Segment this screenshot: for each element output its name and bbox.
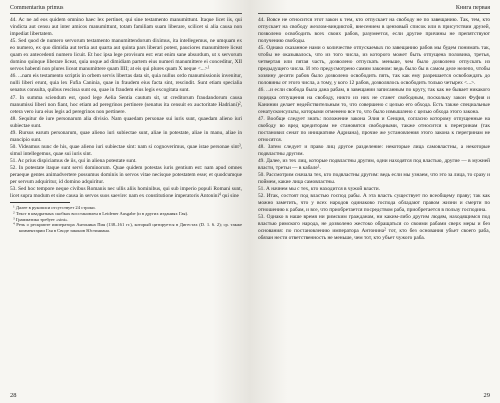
paragraph: 53. Sed hoc tempore neque civibus Romanis nec ullis aliis hominibus, qui sub imperio populi Romani sunt, licet supra modum et sine causa in servos suos saevire: nam ex constitutione imperatoris Antonini$^4$ qui sine <box>10 186 242 200</box>
paragraph: 51. А начнем мы с тех, кто находится в чужой власти. <box>258 186 380 193</box>
paragraph: 44. Вовсе не относится этот закон к тем, кто отпускает на свободу не по завещанию. Так, тем, кто отпускает на свободу жезлом-виндиктой, внесением в цензовый список или в присутствии друзей, позволено освободить всех своих рабов, разумеется, если другие причины не препятствуют получению свободы. <box>258 17 490 45</box>
footnote: $^4$ Речь о рескрипте императора Антонина Пия (138–161 гг.), который цитируется в Дигестах (D. 1. 6. 2); ср. также комментарии Гая в Своде законов Юстиниана. <box>13 221 242 234</box>
paragraph: 47. In summa sciendum est, quod lege Aelia Sentia cautum sit, ut creditorum fraudandorum causa manumissi liberi non fiant, hoc etiam ad peregrinos pertinere (senatus ita censuit ex auctoritate Hadriani)$^2$, cetera vero iura eius legis ad peregrinos non pertinere. <box>10 94 242 115</box>
latin-text <box>10 17 242 200</box>
footnote-divider <box>10 202 70 203</box>
running-head-title: Книга первая <box>455 5 490 11</box>
right-page <box>250 0 500 403</box>
paragraph: 48. Затем следует и право лиц другое разделение: некоторые лица самовластны, а некоторые подвластны другим. <box>258 143 490 157</box>
footnote: $^1$ Далее в рукописи отсутствует 24 строки. <box>13 204 96 211</box>
running-head-title: Commentarius primus <box>10 5 64 11</box>
running-head <box>258 4 490 14</box>
paragraph: 50. Рассмотрим сначала тех, кто подвластны другим: ведь если мы узнаем, что это за лица, то сразу и поймем, какие лица самовластны. <box>258 172 490 186</box>
footnote-ref: 1 <box>207 65 210 70</box>
paragraph: 44. Ac ne ad eos quidem omnino haec lex pertinet, qui sine testamento manumittunt. Itaque licet iis, qui vindicta aut censu aut inter amicos manumittunt, totam familiam suam liberare, scilicet si alia causa non impediat libertatem. <box>10 17 242 38</box>
paragraph: 45. Однако сказанное нами о количестве отпускаемых по завещанию рабов мы будем понимать так, чтобы не оказывалось, что из того числа, из которого может быть отпущена половина, третья, четвертая или пятая часть, дозволено отпускать меньше, чем было дозволено отпускать из предыдущего числа. И это предусмотрено самим законом: ведь было бы в самом деле нелепо, чтобы хозяину десяти рабов было дозволено освободить пять, так как ему разрешается освобождать до половины от этого числа, а тому, у кого 12 рабов, дозволялось освободить только четырех <...>. <box>258 45 490 87</box>
running-head <box>10 4 242 14</box>
page-number: 29 <box>483 392 490 399</box>
russian-text <box>258 17 490 243</box>
paragraph: 47. Вообще следует знать: положение закона Элия и Сенция, согласно которому отпущенные на свободу во вред кредиторам не становятся свободными, также относится к перегринам (так постановил сенат по инициативе Адриана), прочие же установления этого закона к перегринам не относятся. <box>258 115 490 143</box>
paragraph: 49. Rursus earum personarum, quae alieno iuri subiectae sunt, aliae in potestate, aliae in manu, aliae in mancipio sunt. <box>10 129 242 143</box>
footnotes <box>10 205 242 234</box>
paragraph: 53. Однако в наше время ни римским гражданам, ни каким-либо другим людям, находящимся под властью римского народа, не дозволено жестоко обращаться со своими рабами сверх меры и без основания: по постановлению императора Антонина$^2$ тот, кто без основания убьет своего раба, обязан нести ответственность не меньше, чем тот, кто убьет чужого раба. <box>258 214 490 242</box>
paragraph: 51. Ac prius dispiciamus de iis, qui in aliena potestate sunt. <box>10 157 137 164</box>
footnote-ref: 1 <box>317 164 320 169</box>
paragraph: 52. Итак, состоят под властью господ рабы. А эта власть существует по всеобщему праву; так как можно заметить, что у всех народов одинаково господа обладают правом жизни и смерти по отношению к рабам, и все, что приобретается посредством раба, приобретается в пользу господина. <box>258 193 490 214</box>
paragraph: 48. Sequitur de iure personarum alia divisio. Nam quaedam personae sui iuris sunt, quaedam alieno iuri subiectae sunt. <box>10 115 242 129</box>
paragraph: 46. ...nam eis testamento scriptis in orbem servis libertas data sit, quia nullus ordo manumissionis invenitur, nulli liberi erunt, quia lex Fufia Caninia, quae in fraudem eius facta sint, rescindit. Sunt etiam specialia senatus consulta, quibus rescissa sunt ea, quae in fraudem eius legis excogitata sunt. <box>10 73 242 94</box>
footnote: $^2$ Текст в квадратных скобках восстановлен в Leidener Ausgabe (и в других изданиях Гая). <box>13 210 189 216</box>
footnote-ref: 3 <box>238 143 241 148</box>
paragraph: 46. ...и если свобода была дана рабам, в завещании записанным по кругу, так как не бывает никакого порядка отпущения на свободу, никто из них не станет свободным, поскольку закон Фуфия и Канинии делает недействительным то, что совершено с целью его обхода. Есть также специальные сенатусконсульты, которыми отменено все то, что было измышлено с целью обхода этого закона. <box>258 87 490 115</box>
paragraph: 50. Videamus nunc de his, quae alieno iuri subiectae sint: nam si cognoverimus, quae istae personae sint$^3$, simul intellegemus, quae sui iuris sint. <box>10 143 242 157</box>
footnote: $^3$ Грамматика требует «sint». <box>13 216 69 222</box>
paragraph: 49. Далее, из тех лиц, которые подвластны другим, одни находятся под властью, другие — в мужней власти, третьи — в кабале$^1$. <box>258 157 490 171</box>
paragraph: 45. Sed quod de numero servorum testamento manumittendorum diximus, ita intellegemus, ne umquam ex eo numero, ex quo dimidia aut tertia aut quarta aut quinta pars liberari potest, pauciores manumittere liceat quam ex antecedenti numero licuit. Et hoc ipsa lege provisum est: erat enim sane absurdum, ut x servorum domino quinque liberare liceat, quia usque ad dimidiam partem eius numeri manumittere ei conceditur, XII servos habenti non plures liceat manumittere quam IIII; at eis qui plures quam X neque <...>$^1$ <box>10 38 242 73</box>
footnote-ref: 2 <box>384 227 386 232</box>
page-number: 28 <box>10 392 17 399</box>
footnote-ref: 2 <box>238 100 241 105</box>
footnote-ref: 4 <box>218 192 221 197</box>
paragraph: 52. In potestate itaque sunt servi dominorum. Quae quidem potestas iuris gentium est: nam apud omnes peraeque gentes animadvertere possumus dominis in servos vitae necisque potestatem esse; et quodcumque per servum adquiritur, id domino adquiritur. <box>10 164 242 186</box>
